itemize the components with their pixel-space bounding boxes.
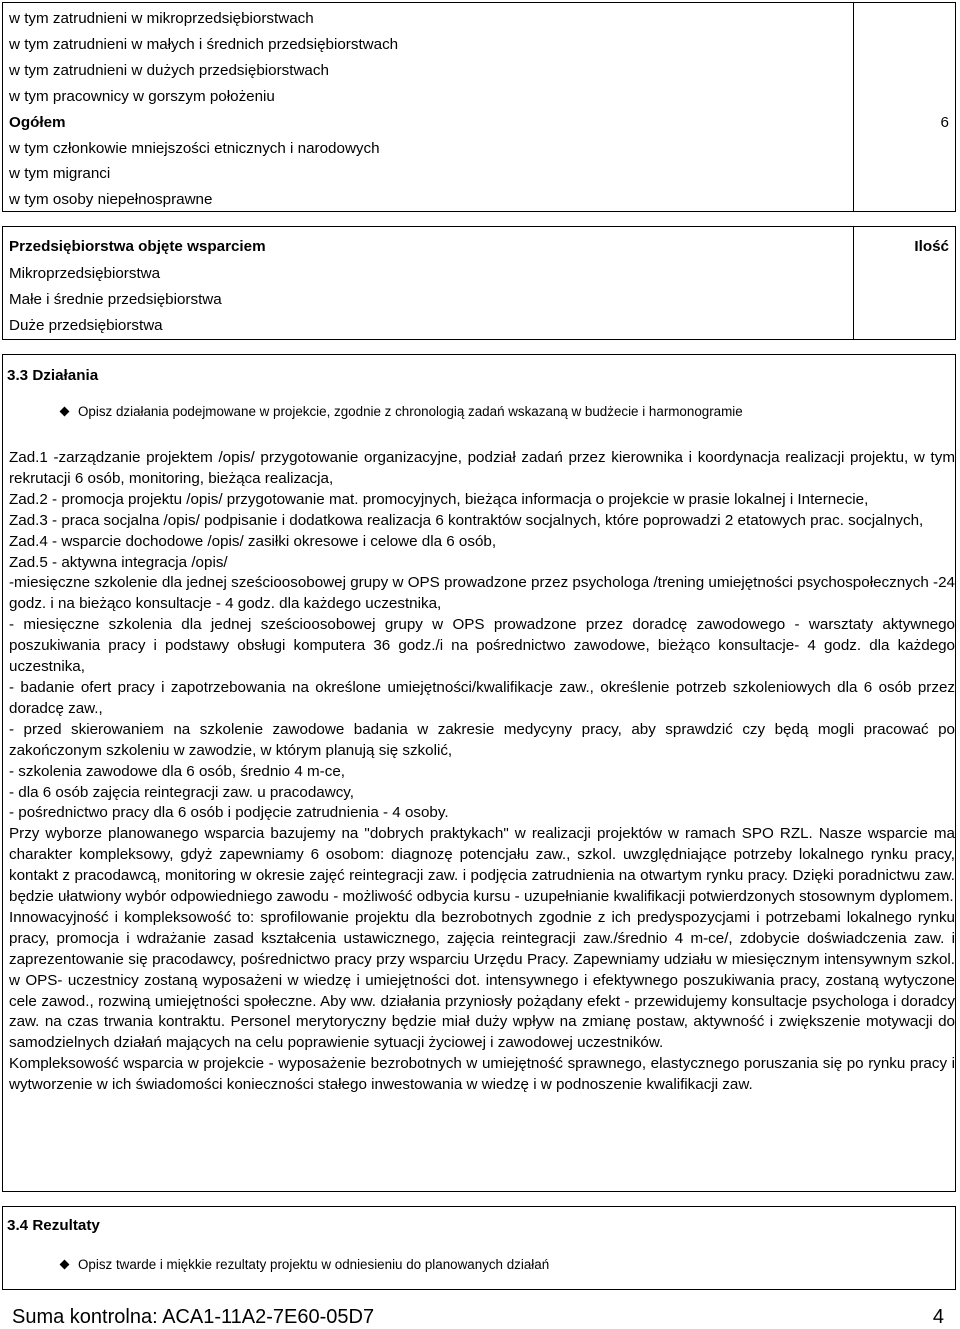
- activities-description: [9, 448, 955, 1096]
- section-instruction: Opisz działania podejmowane w projekcie, zgodnie z chronologią zadań wskazaną w budżecie i harmonogramie: [78, 404, 743, 419]
- section-title: 3.3 Działania: [7, 367, 99, 384]
- total-row-label: Ogółem: [9, 114, 66, 131]
- page-number: 4: [932, 1306, 944, 1328]
- table-row-label: w tym zatrudnieni w dużych przedsiębiorstwach: [9, 62, 329, 79]
- paragraph: - szkolenia zawodowe dla 6 osób, średnio 4 m-ce,: [9, 762, 345, 780]
- employment-table: [2, 2, 956, 212]
- enterprises-table: [2, 226, 956, 340]
- enterprises-header: Przedsiębiorstwa objęte wsparciem: [9, 238, 266, 255]
- table-row-label: w tym osoby niepełnosprawne: [9, 191, 213, 208]
- table-row-label: Małe i średnie przedsiębiorstwa: [9, 291, 222, 308]
- paragraph: Zad.5 - aktywna integracja /opis/: [9, 553, 228, 571]
- section-activities: [2, 354, 956, 1192]
- checksum: Suma kontrolna: ACA1-11A2-7E60-05D7: [12, 1306, 375, 1328]
- paragraph: - dla 6 osób zajęcia reintegracji zaw. u pracodawcy,: [9, 783, 354, 801]
- paragraph: - przed skierowaniem na szkolenie zawodowe badania w zakresie medycyny pracy, aby sprawdzić czy będą mogli pracować po zakończonym szkoleniu w zawodzie, w którym planują się szkolić,: [9, 720, 955, 759]
- section-instruction: Opisz twarde i miękkie rezultaty projektu w odniesieniu do planowanych działań: [78, 1257, 550, 1272]
- table-row-label: w tym zatrudnieni w mikroprzedsiębiorstwach: [9, 10, 314, 27]
- table-divider: [853, 3, 854, 211]
- section-results: [2, 1206, 956, 1290]
- paragraph: - pośrednictwo pracy dla 6 osób i podjęcie zatrudnienia - 4 osoby.: [9, 804, 449, 822]
- paragraph: Zad.1 -zarządzanie projektem /opis/ przygotowanie organizacyjne, podział zadań przez kierownika i koordynacja realizacji projektu, w tym rekrutacji 6 osób, monitoring, bieżąca realizacja,: [9, 449, 955, 487]
- total-row-value: 6: [940, 114, 949, 131]
- paragraph: Przy wyborze planowanego wsparcia bazujemy na "dobrych praktykach" w realizacji projektów w ramach SPO RZL. Nasze wsparcie ma charakter kompleksowy, gdyż zapewniamy 6 osobom: diagnozę potencjału zaw., szkol. uwzględniające potrzeby lokalnego rynku pracy, kontakt z pracodawcą, monitoring w okresie zajęć reintegracji zaw. i podjęcia zatrudnienia na otwartym rynku pracy. Dzięki poradnictwu zaw. będzie ułatwiony wybór odpowiedniego zawodu - możliwość odbycia kursu - uzupełnianie kwalifikacji potwierdzonych stosownym dyplomem.: [9, 825, 955, 906]
- paragraph: - miesięczne szkolenia dla jednej sześcioosobowej grupy w OPS prowadzone przez doradcę zawodowego - warsztaty aktywnego poszukiwania pracy i podstawy obsługi komputera 36 godz./i na pośrednictwo zawodowe, bieżąco konsultacje- 4 godz. dla każdego uczestnika,: [9, 616, 955, 676]
- paragraph: Zad.4 - wsparcie dochodowe /opis/ zasiłki okresowe i celowe dla 6 osób,: [9, 532, 497, 550]
- table-row-label: Mikroprzedsiębiorstwa: [9, 265, 161, 282]
- paragraph: - badanie ofert pracy i zapotrzebowania na określone umiejętności/kwalifikacje zaw., określenie potrzeb szkoleniowych dla 6 osób przez doradcę zaw.,: [9, 678, 955, 717]
- table-row-label: w tym pracownicy w gorszym położeniu: [9, 88, 275, 105]
- quantity-header: Ilość: [914, 238, 949, 255]
- paragraph: Innowacyjność i kompleksowość to: sprofilowanie projektu dla bezrobotnych zgodnie z ich predyspozycjami i potrzebami lokalnego rynku pracy, promocja i wdrażanie zasad kształcenia ustawicznego, zajęcia reintegracji zaw./średnio 4 m-ce/, zdobycie doświadczenia zaw. i zaprezentowanie się pracodawcy, pośrednictwo pracy przy wsparciu Urzędu Pracy. Zapewniamy udziału w miesięcznym intensywnym szkol. w OPS- uczestnicy zostaną wyposażeni w wiedzę i umiejętności dot. intensywnego i efektywnego poszukiwania pracy, zostaną wytyczone cele zawod., rozwiną umiejętności społeczne. Aby ww. działania przyniosły pożądany efekt - przewidujemy konsultacje psychologa i doradcy zaw. na czas trwania kontraktu. Personel merytoryczny będzie miał duży wpływ na zmianę postaw, aktywność i zwiększenie motywacji do samodzielnych działań mających na celu poprawienie sytuacji życiowej i zawodowej uczestników.: [9, 908, 955, 1052]
- table-row-label: Duże przedsiębiorstwa: [9, 317, 163, 334]
- paragraph: Zad.3 - praca socjalna /opis/ podpisanie i dodatkowa realizacja 6 kontraktów socjalnych, które poprowadzi 2 etatowych prac. socjalnych,: [9, 511, 924, 529]
- table-row-label: w tym migranci: [9, 165, 111, 182]
- table-row-label: w tym członkowie mniejszości etnicznych i narodowych: [9, 140, 380, 157]
- section-title: 3.4 Rezultaty: [7, 1217, 100, 1234]
- paragraph: -miesięczne szkolenie dla jednej sześcioosobowej grupy w OPS prowadzone przez psychologa /trening umiejętności psychospołecznych -24 godz. i na bieżąco konsultacje - 4 godz. dla każdego uczestnika,: [9, 574, 955, 613]
- paragraph: Zad.2 - promocja projektu /opis/ przygotowanie mat. promocyjnych, bieżąca informacja o projekcie w prasie lokalnej i Internecie,: [9, 490, 869, 508]
- bullet-diamond-icon: [60, 1260, 70, 1270]
- bullet-diamond-icon: [60, 407, 70, 417]
- paragraph: Kompleksowość wsparcia w projekcie - wyposażenie bezrobotnych w umiejętność sprawnego, elastycznego poruszania się po rynku pracy i wytworzenie w ich świadomości konieczności stałego inwestowania w wiedzę i w podnoszenie kwalifikacji zaw.: [9, 1055, 955, 1094]
- table-row-label: w tym zatrudnieni w małych i średnich przedsiębiorstwach: [9, 36, 399, 53]
- table-divider: [853, 227, 854, 339]
